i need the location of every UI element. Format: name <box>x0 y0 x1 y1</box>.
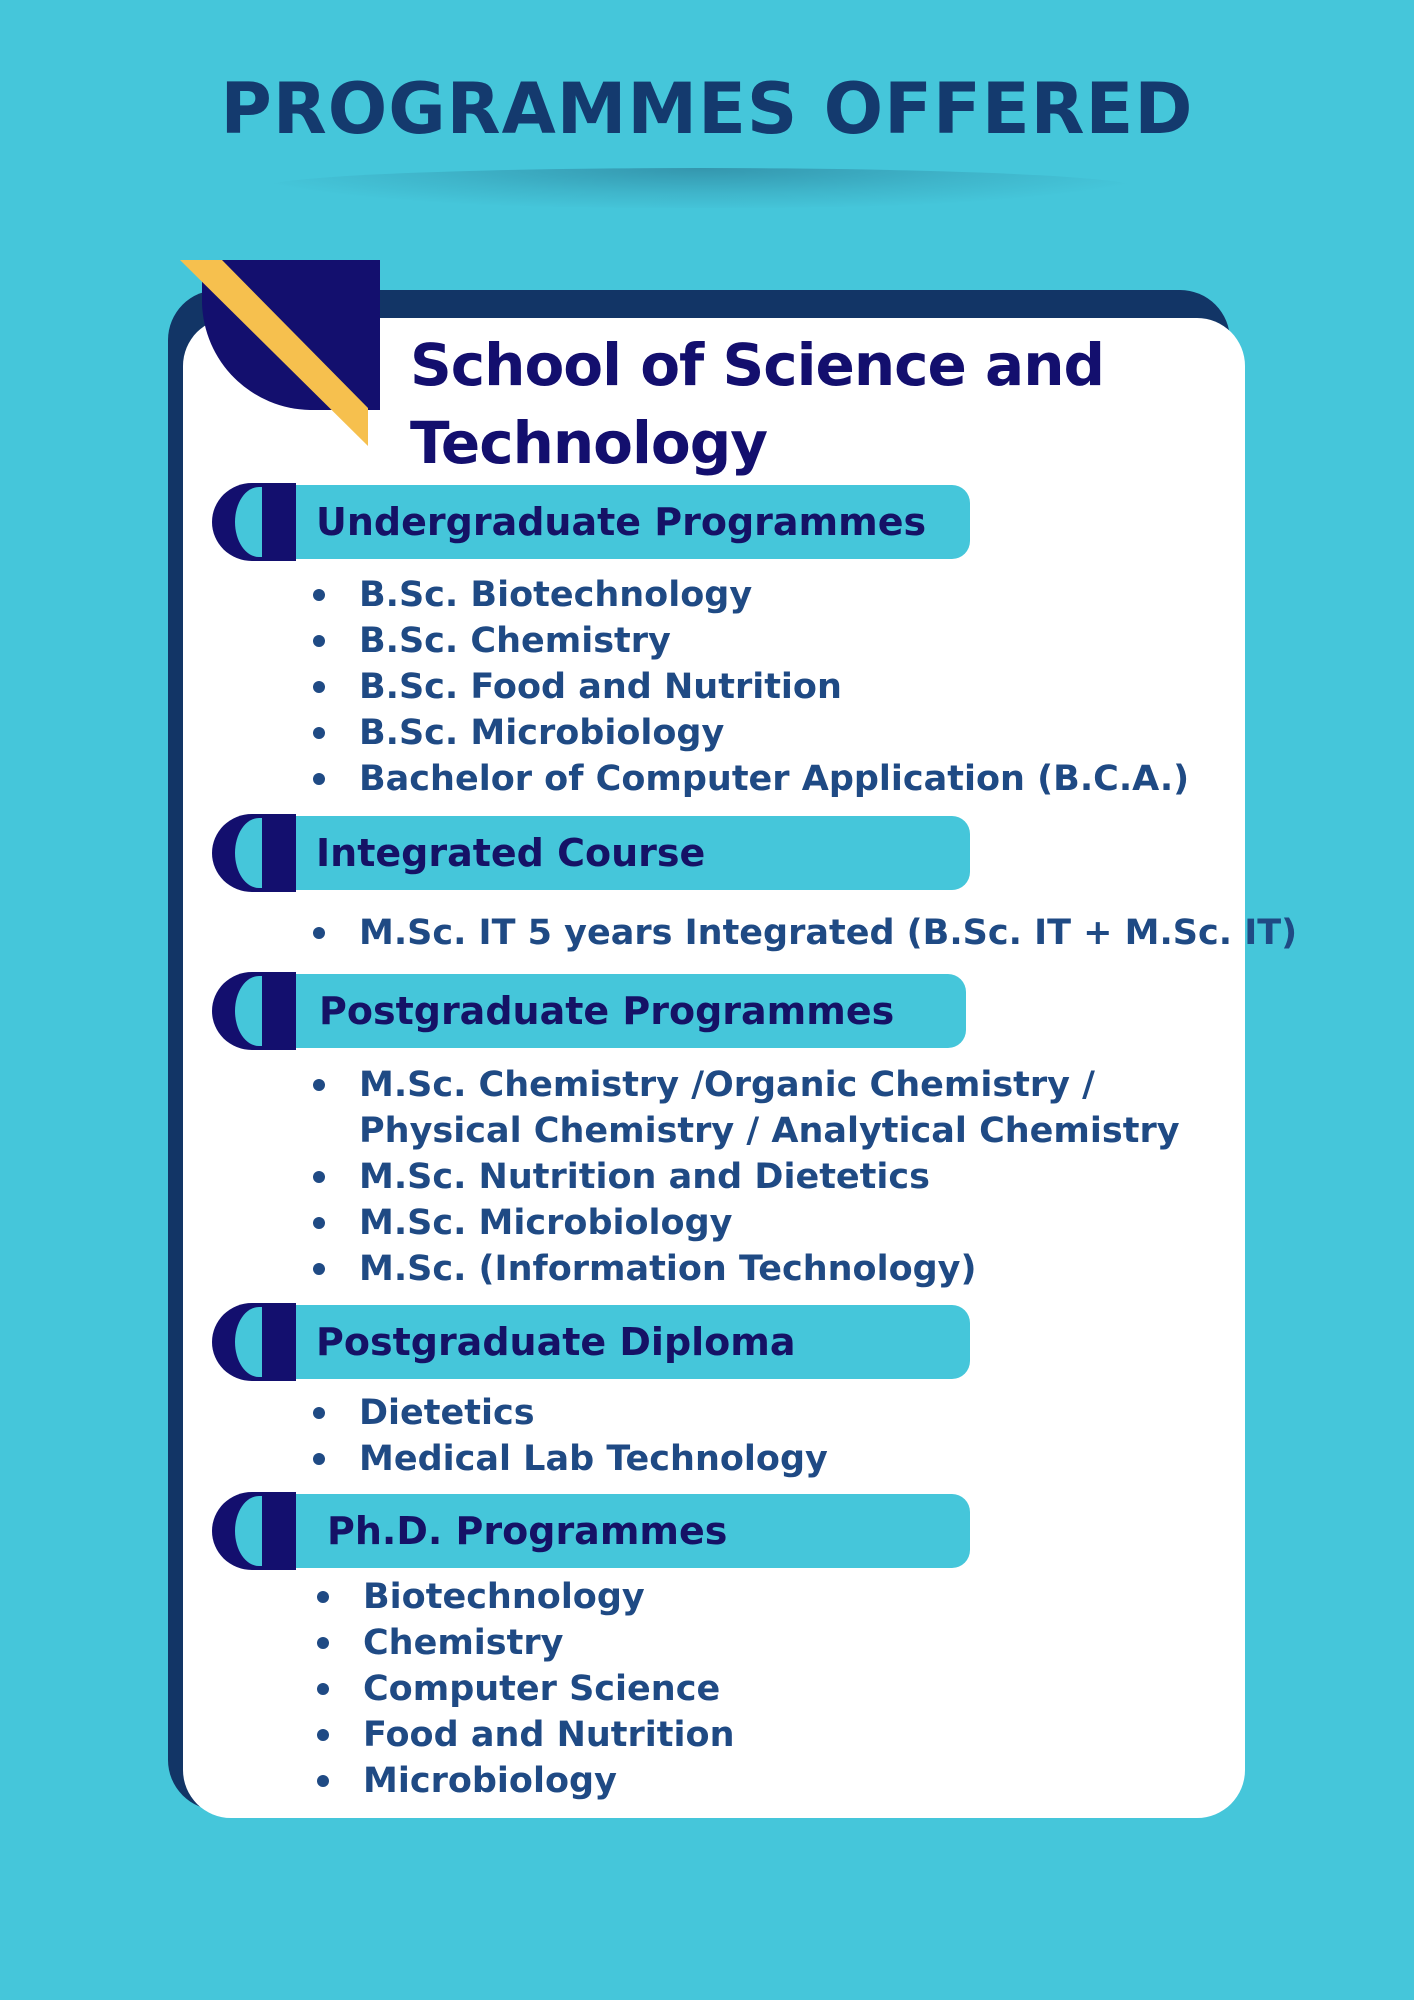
section-heading-phd <box>212 1492 970 1570</box>
section-heading-label: Postgraduate Diploma <box>316 1320 796 1364</box>
list-item-continuation: Physical Chemistry / Analytical Chemistry <box>359 1111 1180 1151</box>
list-item: M.Sc. Nutrition and Dietetics <box>310 1154 1180 1200</box>
title-shadow <box>260 168 1140 208</box>
list-item: Microbiology <box>314 1758 734 1804</box>
section-heading-label: Integrated Course <box>316 831 706 875</box>
section-cap-icon <box>212 814 296 892</box>
list-item: Food and Nutrition <box>314 1712 734 1758</box>
list-item: Dietetics <box>310 1390 828 1436</box>
list-item: Chemistry <box>314 1620 734 1666</box>
section-cap-icon <box>212 972 296 1050</box>
list-item: B.Sc. Microbiology <box>310 710 1189 756</box>
list-item: Computer Science <box>314 1666 734 1712</box>
section-heading-postgraduate <box>212 972 970 1050</box>
list-item: M.Sc. Chemistry /Organic Chemistry / <box>310 1062 1180 1108</box>
corner-ribbon-icon <box>180 258 380 448</box>
page-title: PROGRAMMES OFFERED <box>220 68 1194 150</box>
section-heading-undergraduate <box>212 483 970 561</box>
section-heading-label: Undergraduate Programmes <box>316 500 927 544</box>
section-heading-integrated <box>212 814 970 892</box>
list-item: B.Sc. Biotechnology <box>310 572 1189 618</box>
school-title: School of Science and Technology <box>410 331 1105 477</box>
section-heading-label: Ph.D. Programmes <box>327 1509 728 1553</box>
list-item: Biotechnology <box>314 1574 734 1620</box>
section-heading-label: Postgraduate Programmes <box>319 989 895 1033</box>
list-item: Bachelor of Computer Application (B.C.A.) <box>310 756 1189 802</box>
section-heading-diploma <box>212 1303 970 1381</box>
list-item: M.Sc. Microbiology <box>310 1200 1180 1246</box>
diploma-list <box>310 1390 828 1482</box>
list-item: Medical Lab Technology <box>310 1436 828 1482</box>
undergraduate-list <box>310 572 1189 802</box>
postgraduate-list <box>310 1062 1180 1292</box>
section-cap-icon <box>212 1303 296 1381</box>
section-cap-icon <box>212 1492 296 1570</box>
list-item: M.Sc. (Information Technology) <box>310 1246 1180 1292</box>
integrated-list <box>310 910 1297 956</box>
phd-list <box>314 1574 734 1804</box>
section-cap-icon <box>212 483 296 561</box>
list-item: M.Sc. IT 5 years Integrated (B.Sc. IT + M.Sc. IT) <box>310 910 1297 956</box>
list-item: B.Sc. Chemistry <box>310 618 1189 664</box>
list-item: B.Sc. Food and Nutrition <box>310 664 1189 710</box>
